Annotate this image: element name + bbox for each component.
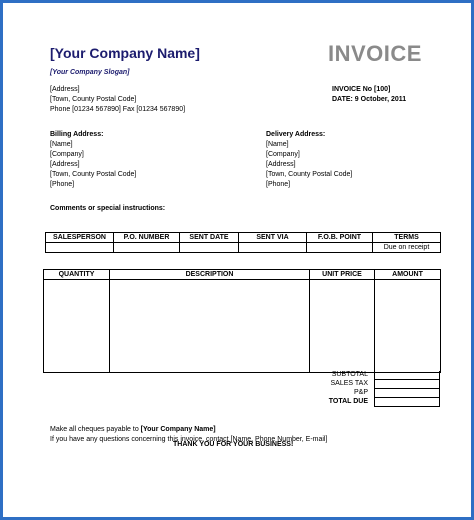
sent-date-header: SENT DATE: [180, 233, 239, 243]
sales-tax-value[interactable]: [374, 380, 440, 389]
company-address-block: [50, 85, 185, 115]
items-table: [43, 269, 441, 373]
description-header: DESCRIPTION: [110, 270, 310, 280]
pp-value[interactable]: [374, 389, 440, 398]
items-header-row: [44, 270, 441, 280]
delivery-heading: Delivery Address:: [266, 131, 326, 138]
billing-address: [Address]: [50, 161, 80, 168]
total-due-value[interactable]: [374, 398, 440, 407]
amount-column[interactable]: [375, 280, 441, 373]
sales-tax-row: [308, 380, 440, 389]
salesperson-header: SALESPERSON: [46, 233, 114, 243]
billing-name: [Name]: [50, 141, 73, 148]
order-value-row: [46, 243, 441, 253]
terms-cell[interactable]: Due on receipt: [373, 243, 441, 253]
cheques-company: [Your Company Name]: [140, 426, 216, 433]
po-number-cell[interactable]: [114, 243, 180, 253]
fob-point-header: F.O.B. POINT: [307, 233, 373, 243]
company-address: [Address]: [50, 86, 80, 93]
description-column[interactable]: [110, 280, 310, 373]
company-phone-fax: Phone [01234 567890] Fax [01234 567890]: [50, 106, 186, 113]
amount-header: AMOUNT: [375, 270, 441, 280]
delivery-company: [Company]: [266, 151, 300, 158]
delivery-name: [Name]: [266, 141, 289, 148]
comments-label: Comments or special instructions:: [50, 205, 166, 212]
delivery-phone: [Phone]: [266, 181, 291, 188]
subtotal-value[interactable]: [374, 371, 440, 380]
billing-town: [Town, County Postal Code]: [50, 171, 137, 178]
thank-you-message: THANK YOU FOR YOUR BUSINESS!: [173, 441, 294, 448]
invoice-number: INVOICE No [100]: [332, 86, 391, 93]
invoice-date: DATE: 9 October, 2011: [332, 96, 407, 103]
invoice-info-block: [332, 85, 406, 105]
sent-date-cell[interactable]: [180, 243, 239, 253]
sent-via-header: SENT VIA: [239, 233, 307, 243]
questions-line: If you have any questions concerning this invoice, contact [Name, Phone Number, E-mail]: [50, 436, 328, 443]
sales-tax-label: SALES TAX: [330, 380, 368, 387]
pp-row: [308, 389, 440, 398]
unit-price-header: UNIT PRICE: [310, 270, 375, 280]
fob-point-cell[interactable]: [307, 243, 373, 253]
salesperson-cell[interactable]: [46, 243, 114, 253]
billing-heading: Billing Address:: [50, 131, 104, 138]
po-number-header: P.O. NUMBER: [114, 233, 180, 243]
sent-via-cell[interactable]: [239, 243, 307, 253]
company-town: [Town, County Postal Code]: [50, 96, 137, 103]
cheques-prefix: Make all cheques payable to: [50, 426, 141, 433]
terms-header: TERMS: [373, 233, 441, 243]
total-due-label: TOTAL DUE: [328, 398, 368, 405]
pp-label: P&P: [353, 389, 368, 396]
quantity-header: QUANTITY: [44, 270, 110, 280]
total-due-row: [308, 398, 440, 407]
delivery-address-block: [266, 130, 352, 190]
company-slogan: [Your Company Slogan]: [50, 69, 130, 76]
unit-price-column[interactable]: [310, 280, 375, 373]
billing-address-block: [50, 130, 136, 190]
subtotal-row: [308, 371, 440, 380]
items-body-row: [44, 280, 441, 373]
delivery-town: [Town, County Postal Code]: [266, 171, 353, 178]
subtotal-label: SUBTOTAL: [331, 371, 368, 378]
invoice-title: INVOICE: [328, 41, 422, 66]
billing-company: [Company]: [50, 151, 84, 158]
company-name: [Your Company Name]: [50, 45, 200, 61]
totals-block: [308, 371, 440, 407]
delivery-address: [Address]: [266, 161, 296, 168]
billing-phone: [Phone]: [50, 181, 75, 188]
order-info-table: [45, 232, 441, 253]
order-header-row: [46, 233, 441, 243]
cheques-line: [50, 425, 327, 435]
quantity-column[interactable]: [44, 280, 110, 373]
